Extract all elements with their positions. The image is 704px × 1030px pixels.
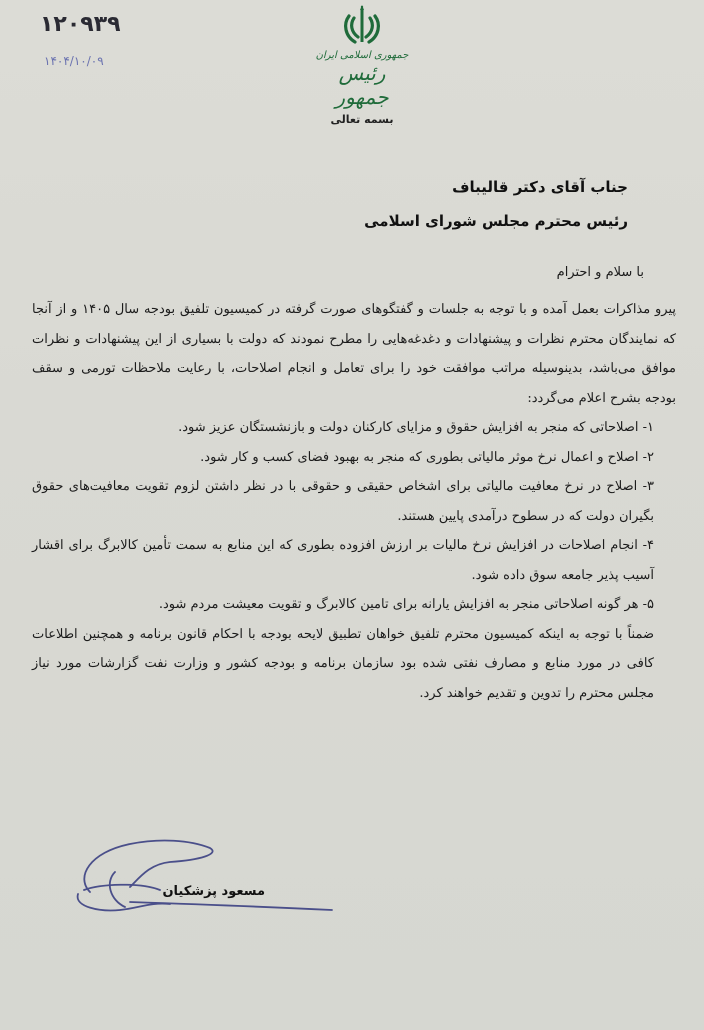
- list-item: ۵- هر گونه اصلاحاتی منجر به افزایش یارانه برای تامین کالابرگ و تقویت معیشت مردم شود.: [158, 597, 654, 612]
- signer-name: مسعود پزشکیان: [162, 884, 265, 899]
- invocation: بسمه تعالی: [330, 113, 394, 126]
- iran-emblem-icon: [339, 2, 385, 48]
- republic-label: جمهوری اسلامی ایران: [315, 50, 409, 61]
- list-item: ۳- اصلاح در نرخ معافیت مالیاتی برای اشخاص حقیقی و حقوقی با در نظر داشتن لزوم تقویت معافیت‌های حقوق بگیران دولت که در سطوح درآمدی پایین هستند.: [32, 479, 654, 524]
- intro-paragraph: پیرو مذاکرات بعمل آمده و با توجه به جلسات و گفتگوهای صورت گرفته در کمیسیون تلفیق بودجه سال ۱۴۰۵ و از آنجا که نمایندگان محترم نظرات و پیشنهادات و دغدغه‌هایی را مطرح نمودند که دولت با بسیاری از این پیشنهادات و نظرات موافق می‌باشد، بدینوسیله مراتب موافقت خود را برای تعامل و انجام اصلاحات، با رعایت ملاحظات تورمی و سقف بودجه بشرح اعلام می‌گردد:: [32, 302, 676, 406]
- letter-date: ۱۴۰۴/۱۰/۰۹: [44, 54, 104, 68]
- list-item: ۱- اصلاحاتی که منجر به افزایش حقوق و مزایای کارکنان دولت و بازنشستگان عزیز شود.: [178, 420, 654, 435]
- closing-paragraph: ضمناً با توجه به اینکه کمیسیون محترم تلفیق خواهان تطبیق لایحه بودجه با احکام قانون برنامه و همچنین اطلاعات کافی در مورد منابع و مصارف نفتی شده بود سازمان برنامه و بودجه کشور و وزارت نفت گزارشات مورد نیاز مجلس محترم را تدوین و تقدیم خواهند کرد.: [32, 626, 654, 701]
- reference-number: ۱۲۰۹۳۹: [40, 12, 121, 37]
- letter-body: [32, 295, 676, 708]
- addressee-name: جناب آقای دکتر قالیباف: [452, 178, 628, 196]
- list-item: ۴- انجام اصلاحات در افزایش نرخ مالیات بر ارزش افزوده بطوری که این منابع به سمت تأمین کالابرگ برای اقشار آسیب پذیر جامعه سوق داده شود.: [32, 538, 654, 583]
- salutation: با سلام و احترام: [556, 265, 644, 280]
- addressee: [364, 178, 628, 246]
- office-label: رئیس جمهور: [335, 61, 389, 109]
- signature-icon: [70, 832, 340, 922]
- addressee-title: رئیس محترم مجلس شورای اسلامی: [364, 212, 628, 230]
- letterhead: [315, 2, 409, 126]
- list-item: ۲- اصلاح و اعمال نرخ موثر مالیاتی بطوری که منجر به بهبود فضای کسب و کار شود.: [200, 449, 654, 465]
- signature-block: [70, 832, 340, 922]
